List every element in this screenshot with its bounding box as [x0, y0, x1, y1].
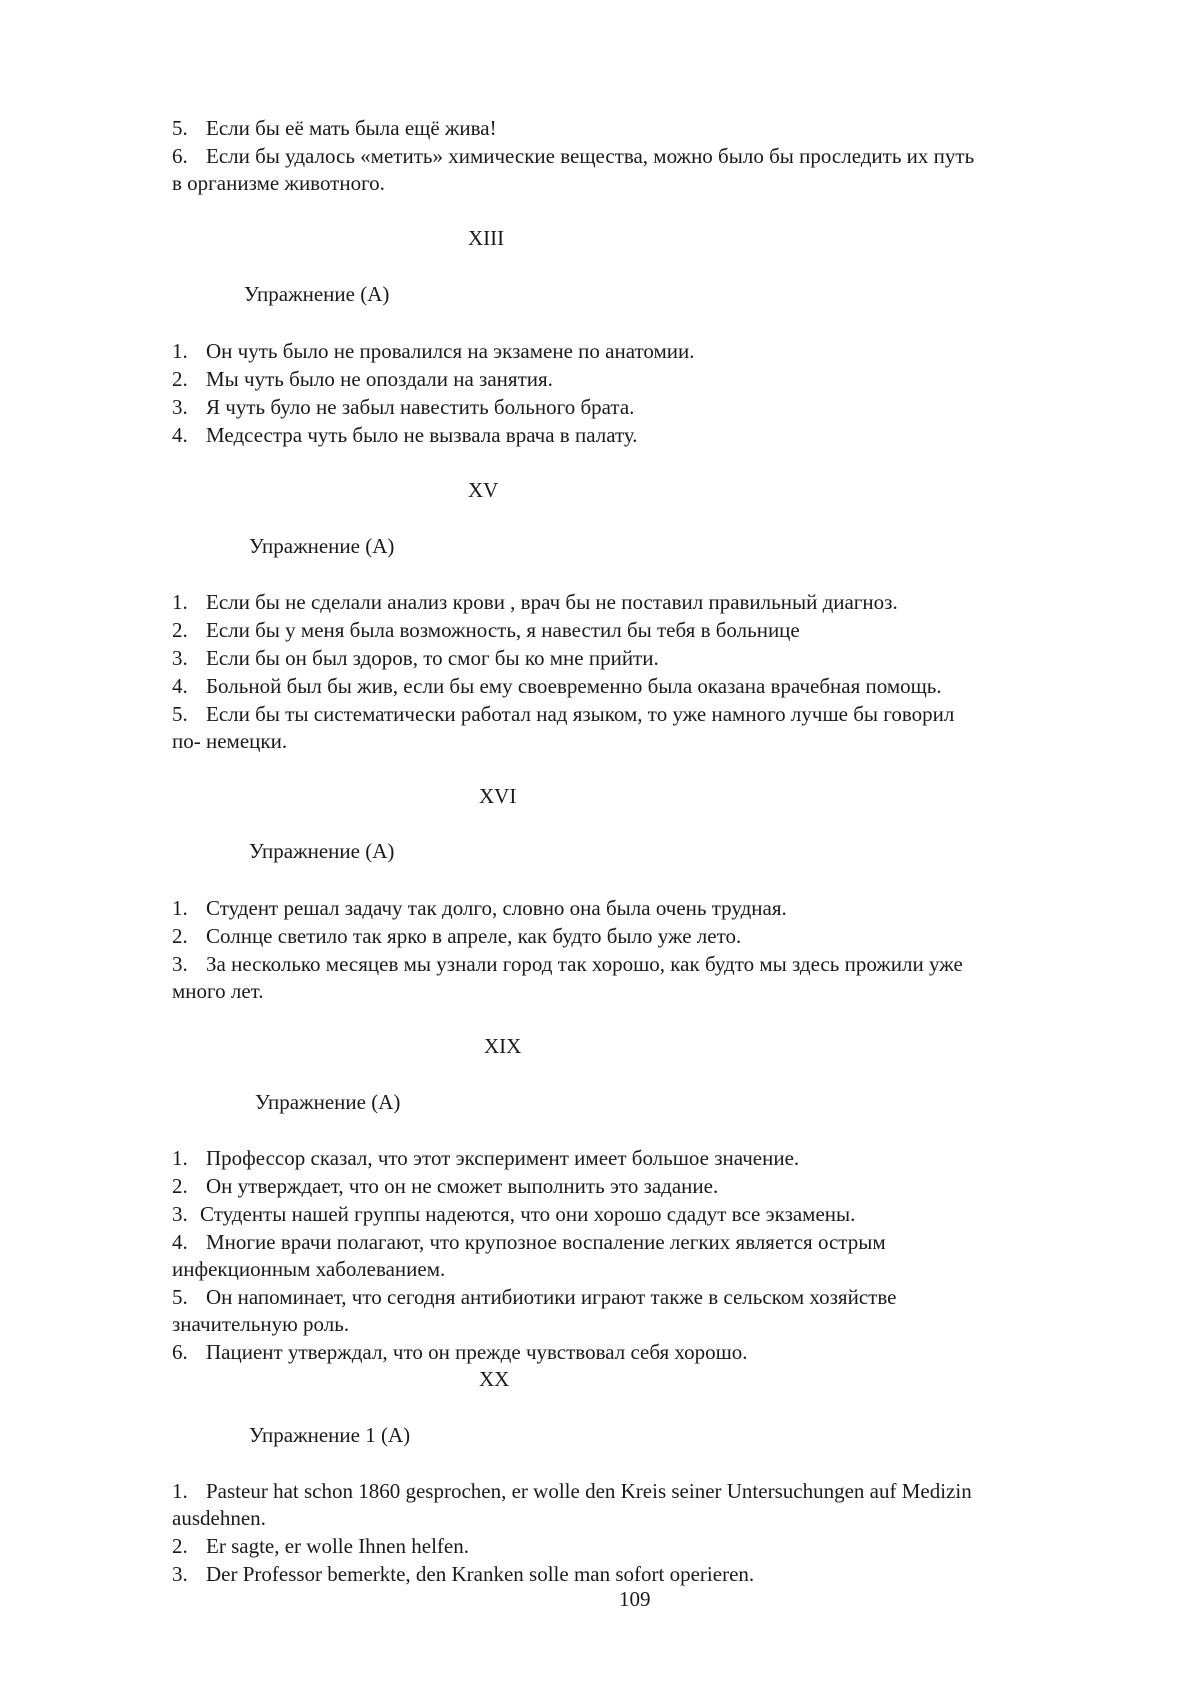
item-text: Если бы у меня была возможность, я навестил бы тебя в больнице	[206, 618, 800, 642]
list-item	[172, 1339, 748, 1365]
item-text: Если бы он был здоров, то смог бы ко мне прийти.	[206, 646, 659, 670]
item-number: 2.	[172, 367, 188, 391]
list-item	[172, 895, 787, 921]
list-item	[172, 115, 497, 141]
exercise-heading: Упражнение (А)	[249, 534, 395, 558]
list-item	[172, 422, 638, 448]
item-text: Солнце светило так ярко в апреле, как будто было уже лето.	[206, 924, 742, 948]
list-item	[172, 673, 942, 699]
item-text: Если бы не сделали анализ крови , врач бы не поставил правильный диагноз.	[206, 590, 898, 614]
item-number: 3.	[172, 1202, 188, 1226]
item-number: 6.	[172, 1340, 188, 1364]
item-number: 2.	[172, 618, 188, 642]
list-item	[172, 338, 695, 364]
item-text: За несколько месяцев мы узнали город так хорошо, как будто мы здесь прожили уже	[206, 952, 963, 976]
item-continuation: инфекционным хаболеванием.	[172, 1257, 446, 1281]
item-text: Я чуть було не забыл навестить больного брата.	[206, 395, 635, 419]
item-text: Он утверждает, что он не сможет выполнить это задание.	[206, 1174, 719, 1198]
item-number: 3.	[172, 952, 188, 976]
list-item	[172, 1284, 896, 1310]
section-number: XV	[468, 478, 499, 502]
item-text: Больной был бы жив, если бы ему своевременно была оказана врачебная помощь.	[206, 674, 942, 698]
item-text: Студент решал задачу так долго, словно она была очень трудная.	[206, 896, 787, 920]
list-item	[172, 1229, 886, 1255]
list-item	[172, 394, 634, 420]
exercise-heading: Упражнение 1 (А)	[249, 1423, 411, 1447]
item-text: Пациент утверждал, что он прежде чувствовал себя хорошо.	[206, 1340, 748, 1364]
item-number: 4.	[172, 1230, 188, 1254]
item-text: Если бы её мать была ещё жива!	[206, 116, 497, 140]
item-number: 1.	[172, 590, 188, 614]
exercise-heading: Упражнение (А)	[249, 839, 395, 863]
section-number: XIX	[484, 1034, 522, 1058]
item-number: 3.	[172, 646, 188, 670]
item-text: Студенты нашей группы надеются, что они хорошо сдадут все экзамены.	[200, 1202, 856, 1226]
item-number: 5.	[172, 702, 188, 726]
page-number: 109	[619, 1587, 651, 1611]
item-number: 1.	[172, 1146, 188, 1170]
item-number: 4.	[172, 423, 188, 447]
list-item	[172, 701, 954, 727]
list-item	[172, 1533, 469, 1559]
item-continuation: значительную роль.	[172, 1312, 350, 1336]
item-number: 6.	[172, 144, 188, 168]
list-item	[172, 589, 898, 615]
list-item	[172, 1201, 855, 1227]
item-number: 5.	[172, 1285, 188, 1309]
item-continuation: по- немецки.	[172, 729, 288, 753]
list-item	[172, 143, 974, 169]
list-item	[172, 617, 800, 643]
item-text: Er sagte, er wolle Ihnen helfen.	[206, 1534, 469, 1558]
item-number: 1.	[172, 339, 188, 363]
item-number: 1.	[172, 1479, 188, 1503]
item-number: 2.	[172, 924, 188, 948]
list-item	[172, 1561, 754, 1587]
item-text: Если бы ты систематически работал над языком, то уже намного лучше бы говорил	[206, 702, 955, 726]
section-number: XVI	[479, 784, 517, 808]
item-continuation: в организме животного.	[172, 171, 385, 195]
item-number: 1.	[172, 896, 188, 920]
exercise-heading: Упражнение (А)	[255, 1090, 401, 1114]
exercise-heading: Упражнение (А)	[244, 282, 390, 306]
section-number: XX	[479, 1367, 510, 1391]
list-item	[172, 1145, 799, 1171]
item-number: 5.	[172, 116, 188, 140]
list-item	[172, 645, 659, 671]
item-continuation: ausdehnen.	[172, 1506, 266, 1530]
item-text: Он напоминает, что сегодня антибиотики играют также в сельском хозяйстве	[206, 1285, 897, 1309]
item-number: 2.	[172, 1534, 188, 1558]
item-number: 3.	[172, 395, 188, 419]
item-text: Если бы удалось «метить» химические вещества, можно было бы проследить их путь	[206, 144, 975, 168]
list-item	[172, 1173, 718, 1199]
item-text: Der Professor bemerkte, den Kranken solle man sofort operieren.	[206, 1562, 755, 1586]
item-text: Pasteur hat schon 1860 gesprochen, er wolle den Kreis seiner Untersuchungen auf Medizin	[206, 1479, 972, 1503]
item-continuation: много лет.	[172, 979, 264, 1003]
item-text: Многие врачи полагают, что крупозное воспаление легких является острым	[206, 1230, 886, 1254]
item-text: Мы чуть было не опоздали на занятия.	[206, 367, 553, 391]
item-number: 3.	[172, 1562, 188, 1586]
item-text: Медсестра чуть было не вызвала врача в палату.	[206, 423, 638, 447]
list-item	[172, 923, 741, 949]
list-item	[172, 1478, 972, 1504]
section-number: XIII	[468, 226, 505, 250]
item-text: Профессор сказал, что этот эксперимент имеет большое значение.	[206, 1146, 800, 1170]
item-number: 2.	[172, 1174, 188, 1198]
list-item	[172, 366, 553, 392]
list-item	[172, 951, 963, 977]
item-number: 4.	[172, 674, 188, 698]
item-text: Он чуть было не провалился на экзамене по анатомии.	[206, 339, 695, 363]
